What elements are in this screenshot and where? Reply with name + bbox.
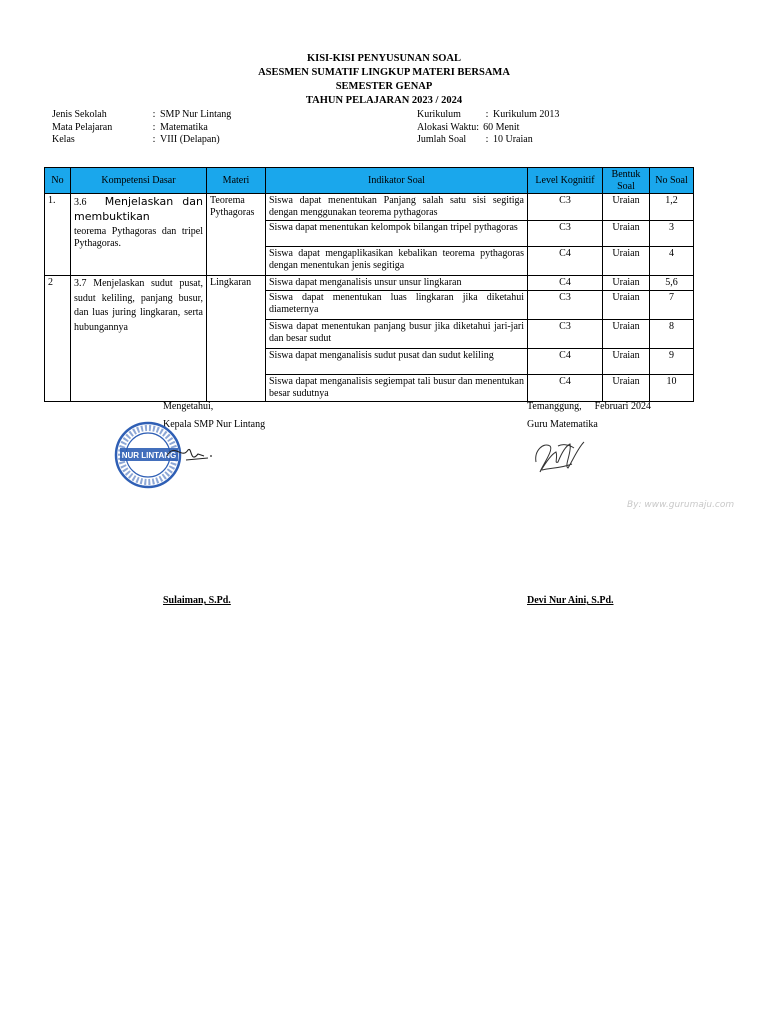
cell-bentuk: Uraian bbox=[603, 194, 650, 221]
col-header-no-soal: No Soal bbox=[650, 168, 694, 194]
kd-text bbox=[74, 277, 203, 335]
info-row-jenis-sekolah bbox=[52, 109, 231, 122]
kisi-kisi-table bbox=[44, 167, 694, 402]
school-stamp-icon bbox=[112, 420, 222, 495]
info-colon: : bbox=[152, 134, 156, 145]
info-label: Jenis Sekolah bbox=[52, 109, 107, 120]
sig-right-name: Devi Nur Aini, S.Pd. bbox=[527, 595, 614, 606]
info-row-mata-pelajaran bbox=[52, 122, 231, 135]
info-colon: : bbox=[152, 121, 156, 133]
info-value: Matematika bbox=[160, 121, 208, 133]
info-label: Kurikulum bbox=[417, 109, 461, 120]
cell-indikator: Siswa dapat menentukan luas lingkaran jika diketahui diameternya bbox=[266, 291, 528, 320]
cell-bentuk: Uraian bbox=[603, 375, 650, 402]
info-left bbox=[52, 109, 231, 147]
cell-bentuk: Uraian bbox=[603, 276, 650, 291]
info-value: 10 Uraian bbox=[493, 134, 533, 145]
info-value: Kurikulum 2013 bbox=[493, 109, 560, 120]
info-label: Alokasi Waktu bbox=[417, 121, 477, 133]
col-header-indikator-soal: Indikator Soal bbox=[266, 168, 528, 194]
info-colon: : bbox=[476, 121, 480, 133]
signature-dot bbox=[210, 455, 212, 457]
info-colon: : bbox=[152, 109, 156, 120]
cell-no-soal: 5,6 bbox=[650, 276, 694, 291]
cell-indikator: Siswa dapat menganalisis sudut pusat dan sudut keliling bbox=[266, 349, 528, 375]
info-value: VIII (Delapan) bbox=[160, 134, 220, 145]
sig-date: Februari 2024 bbox=[594, 401, 651, 412]
stamp-text: NUR LINTANG bbox=[121, 451, 177, 460]
cell-indikator: Siswa dapat menentukan kelompok bilangan tripel pythagoras bbox=[266, 221, 528, 247]
info-row-jumlah-soal bbox=[417, 134, 559, 147]
cell-no-soal: 3 bbox=[650, 221, 694, 247]
cell-indikator: Siswa dapat menentukan Panjang salah satu sisi segitiga dengan menggunakan teorema pythagoras bbox=[266, 194, 528, 221]
cell-level: C3 bbox=[528, 194, 603, 221]
cell-level: C4 bbox=[528, 349, 603, 375]
col-header-materi: Materi bbox=[207, 168, 266, 194]
info-label: Mata Pelajaran bbox=[52, 121, 113, 133]
cell-no-soal: 7 bbox=[650, 291, 694, 320]
cell-level: C4 bbox=[528, 375, 603, 402]
col-header-level-kognitif: Level Kognitif bbox=[528, 168, 603, 194]
cell-no-soal: 9 bbox=[650, 349, 694, 375]
info-label: Kelas bbox=[52, 134, 75, 145]
teacher-signature-icon bbox=[528, 432, 592, 480]
table-row bbox=[45, 194, 694, 221]
cell-no-soal: 1,2 bbox=[650, 194, 694, 221]
col-header-kompetensi-dasar: Kompetensi Dasar bbox=[71, 168, 207, 194]
cell-no: 1. bbox=[45, 194, 71, 276]
info-colon: : bbox=[485, 109, 489, 120]
kd-code: 3.7 bbox=[74, 278, 87, 289]
cell-no-soal: 4 bbox=[650, 247, 694, 276]
cell-kompetensi-dasar bbox=[71, 194, 207, 276]
kd-text: teorema Pythagoras dan tripel Pythagoras. bbox=[74, 226, 203, 249]
cell-no-soal: 8 bbox=[650, 320, 694, 349]
col-header-no: No bbox=[45, 168, 71, 194]
info-row-alokasi-waktu bbox=[417, 122, 559, 135]
cell-level: C3 bbox=[528, 320, 603, 349]
cell-level: C4 bbox=[528, 276, 603, 291]
cell-level: C4 bbox=[528, 247, 603, 276]
kd-heading bbox=[74, 195, 203, 224]
cell-indikator: Siswa dapat mengaplikasikan kebalikan teorema pythagoras dengan menentukan jenis segitiga bbox=[266, 247, 528, 276]
kd-code: 3.6 bbox=[74, 197, 87, 208]
info-label: Jumlah Soal bbox=[417, 134, 467, 145]
doc-semester: SEMESTER GENAP bbox=[335, 81, 433, 92]
kd-text-body: Menjelaskan sudut pusat, sudut keliling, panjang busur, dan luas juring lingkaran, serta hubungannya bbox=[74, 278, 204, 333]
sig-right-position: Guru Matematika bbox=[527, 419, 598, 430]
sig-place: Temanggung, bbox=[527, 401, 582, 412]
doc-title: KISI-KISI PENYUSUNAN SOAL bbox=[306, 53, 462, 64]
cell-indikator: Siswa dapat menganalisis segiempat tali busur dan menentukan besar sudutnya bbox=[266, 375, 528, 402]
info-row-kurikulum bbox=[417, 109, 559, 122]
info-row-kelas bbox=[52, 134, 231, 147]
cell-level: C3 bbox=[528, 291, 603, 320]
doc-year: TAHUN PELAJARAN 2023 / 2024 bbox=[305, 95, 463, 106]
cell-bentuk: Uraian bbox=[603, 221, 650, 247]
sig-right-place-date bbox=[527, 401, 651, 413]
kd-head-text: Menjelaskan dan membuktikan bbox=[74, 195, 203, 223]
cell-no: 2 bbox=[45, 276, 71, 402]
cell-materi: Teorema Pythagoras bbox=[207, 194, 266, 276]
cell-bentuk: Uraian bbox=[603, 320, 650, 349]
table-header-row bbox=[45, 168, 694, 194]
cell-indikator: Siswa dapat menentukan panjang busur jika diketahui jari-jari dan besar sudut bbox=[266, 320, 528, 349]
sig-left-acknowledge: Mengetahui, bbox=[163, 401, 214, 412]
cell-bentuk: Uraian bbox=[603, 349, 650, 375]
cell-materi: Lingkaran bbox=[207, 276, 266, 402]
info-right bbox=[417, 109, 559, 147]
cell-bentuk: Uraian bbox=[603, 247, 650, 276]
cell-level: C3 bbox=[528, 221, 603, 247]
watermark: By: www.gurumaju.com bbox=[627, 500, 735, 510]
signature-stroke bbox=[536, 442, 584, 472]
col-header-bentuk-soal: Bentuk Soal bbox=[603, 168, 650, 194]
info-value: 60 Menit bbox=[483, 121, 520, 133]
sig-left-name: Sulaiman, S.Pd. bbox=[163, 595, 231, 606]
cell-bentuk: Uraian bbox=[603, 291, 650, 320]
sig-left-position: Kepala SMP Nur Lintang bbox=[163, 419, 266, 430]
cell-indikator: Siswa dapat menganalisis unsur unsur lingkaran bbox=[266, 276, 528, 291]
doc-subtitle: ASESMEN SUMATIF LINGKUP MATERI BERSAMA bbox=[258, 67, 510, 78]
cell-no-soal: 10 bbox=[650, 375, 694, 402]
table-row bbox=[45, 276, 694, 291]
info-colon: : bbox=[485, 134, 489, 145]
info-value: SMP Nur Lintang bbox=[160, 109, 232, 120]
cell-kompetensi-dasar bbox=[71, 276, 207, 402]
